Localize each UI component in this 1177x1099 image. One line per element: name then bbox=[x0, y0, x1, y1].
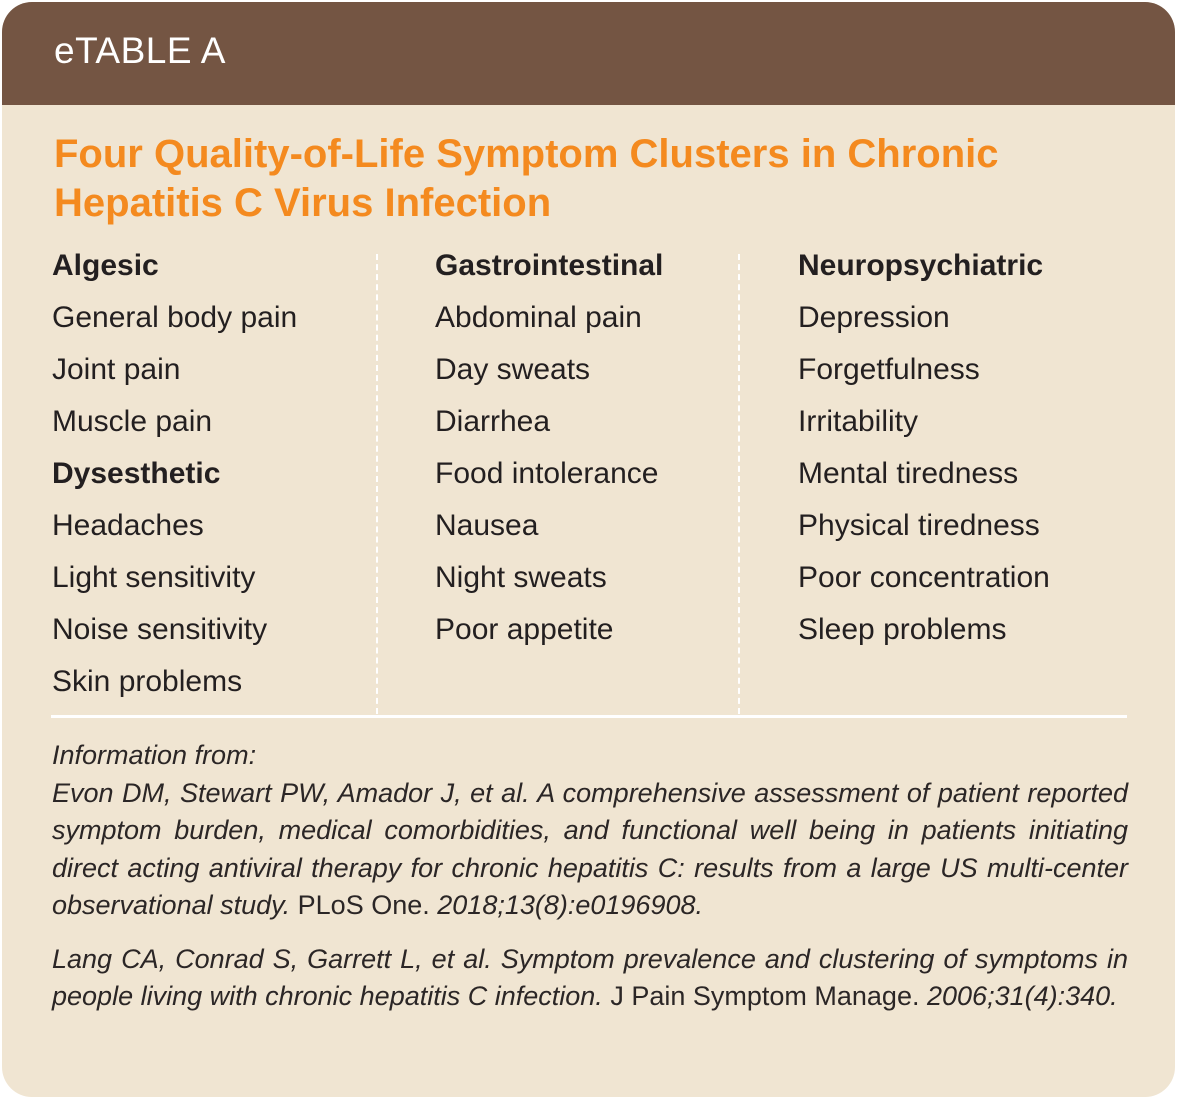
symptom-item: Skin problems bbox=[52, 665, 243, 698]
symptom-item: Depression bbox=[798, 301, 950, 334]
symptom-item: Irritability bbox=[798, 405, 919, 438]
symptom-item: Poor concentration bbox=[798, 561, 1050, 594]
symptom-item: Joint pain bbox=[52, 353, 181, 386]
reference-1 bbox=[52, 775, 1128, 925]
reference-journal: J Pain Symptom Manage. bbox=[610, 981, 920, 1011]
symptom-item: Food intolerance bbox=[435, 457, 659, 490]
etable-card bbox=[2, 2, 1175, 1097]
cluster-column-1 bbox=[52, 240, 297, 708]
symptom-item: Headaches bbox=[52, 509, 204, 542]
reference-journal: PLoS One. bbox=[297, 890, 430, 920]
symptom-item: Sleep problems bbox=[798, 613, 1007, 646]
symptom-item: Mental tiredness bbox=[798, 457, 1019, 490]
reference-authors-title: Evon DM, Stewart PW, Amador J, et al. A comprehensive assessment of patient reported symptom burden, medical comorbidities, and functional well being in patients initiating direct acting antiviral therapy for chronic hepatitis C: results from a large US multi-center observational study. bbox=[52, 777, 1128, 920]
symptom-item: Forgetfulness bbox=[798, 353, 980, 386]
title-line-2: Hepatitis C Virus Infection bbox=[54, 181, 552, 225]
cluster-heading-gastrointestinal: Gastrointestinal bbox=[435, 249, 664, 282]
reference-authors-title: Lang CA, Conrad S, Garrett L, et al. Symptom prevalence and clustering of symptoms in people living with chronic hepatitis C infection. bbox=[52, 943, 1128, 1011]
reference-2 bbox=[52, 941, 1128, 1016]
header-bar bbox=[2, 2, 1175, 105]
reference-citation: 2018;13(8):e0196908. bbox=[437, 890, 703, 920]
cluster-heading-algesic: Algesic bbox=[52, 249, 159, 282]
symptom-item: Night sweats bbox=[435, 561, 607, 594]
symptom-item: Physical tiredness bbox=[798, 509, 1040, 542]
table-title bbox=[54, 130, 1144, 228]
symptom-item: Muscle pain bbox=[52, 405, 213, 438]
sources-section bbox=[52, 737, 1128, 1016]
symptom-item: Light sensitivity bbox=[52, 561, 256, 594]
cluster-column-2 bbox=[435, 240, 663, 656]
cluster-heading-dysesthetic: Dysesthetic bbox=[52, 457, 221, 490]
cluster-heading-neuropsychiatric: Neuropsychiatric bbox=[798, 249, 1044, 282]
cluster-column-3 bbox=[798, 240, 1050, 656]
table-label: eTABLE A bbox=[54, 30, 226, 71]
column-divider-2 bbox=[738, 254, 740, 714]
symptom-item: Poor appetite bbox=[435, 613, 614, 646]
symptom-item: Day sweats bbox=[435, 353, 591, 386]
symptom-item: Diarrhea bbox=[435, 405, 551, 438]
table-bottom-rule bbox=[51, 715, 1127, 718]
sources-intro: Information from: bbox=[52, 740, 257, 770]
symptom-item: Abdominal pain bbox=[435, 301, 642, 334]
symptom-item: Noise sensitivity bbox=[52, 613, 268, 646]
symptom-item: Nausea bbox=[435, 509, 539, 542]
column-divider-1 bbox=[376, 254, 378, 714]
reference-citation: 2006;31(4):340. bbox=[927, 981, 1118, 1011]
title-line-1: Four Quality-of-Life Symptom Clusters in Chronic bbox=[54, 132, 999, 176]
symptom-item: General body pain bbox=[52, 301, 298, 334]
